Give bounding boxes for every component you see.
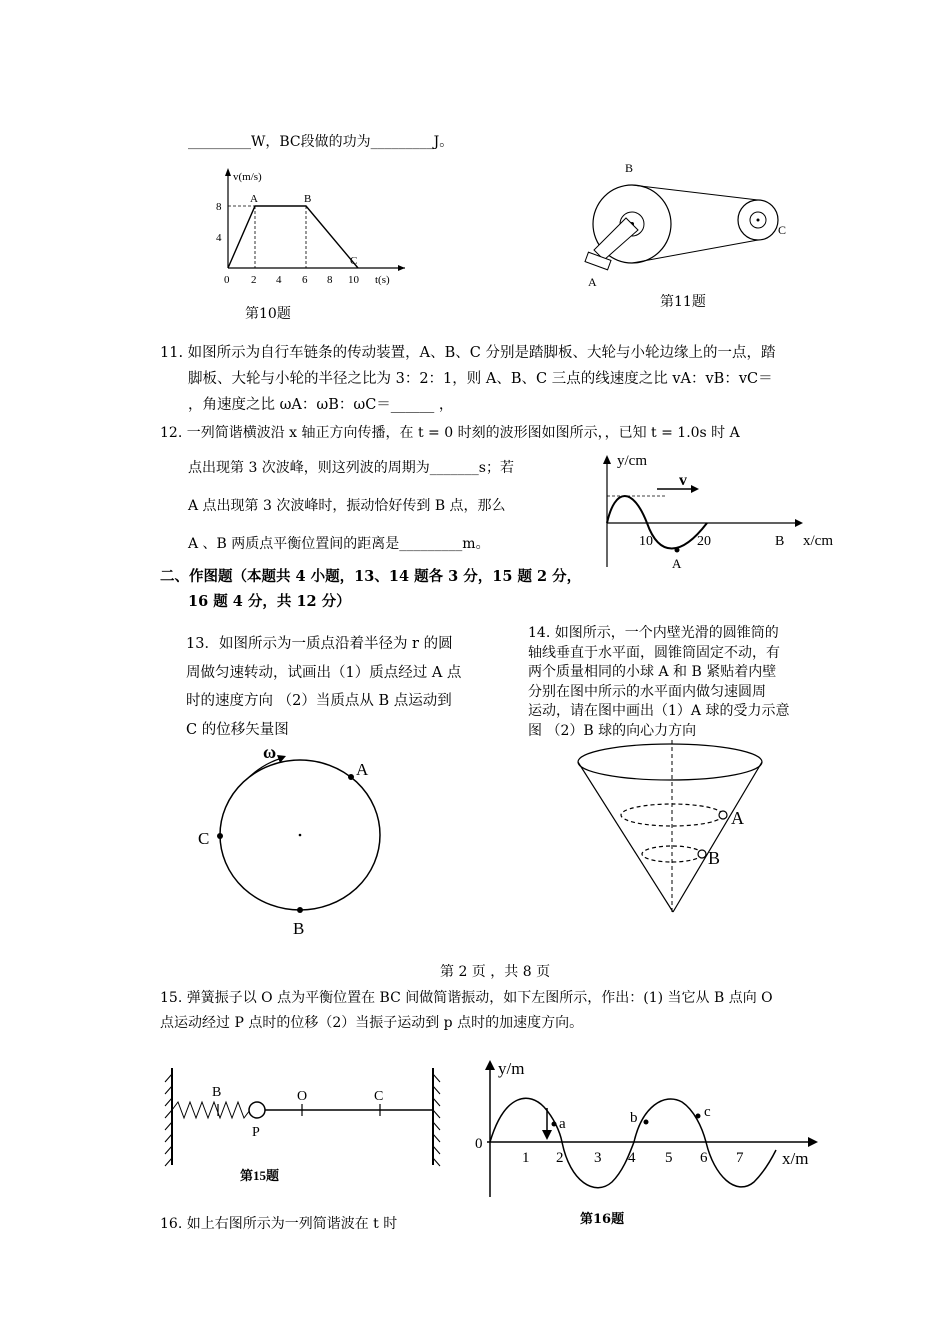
q12-wave-curve	[607, 496, 707, 549]
fig10-ytick-4: 4	[216, 232, 222, 244]
fig10-point-a: A	[250, 193, 258, 205]
q15-label-c: C	[374, 1089, 384, 1104]
fig16-ylabel: y/m	[498, 1059, 525, 1078]
q15-caption: 第15题	[240, 1168, 280, 1183]
question-12-line1: 12. 一列简谐横波沿 x 轴正方向传播，在 t = 0 时刻的波形图如图所示，，已知 t = 1.0s 时 A	[160, 425, 740, 441]
question-14: 14. 如图所示，一个内壁光滑的圆锥筒的 轴线垂直于水平面，圆锥筒固定不动，有 两个质量相同的小球 A 和 B 紧贴着内壁 分别在图中所示的水平面内做匀速圆周 运动，请在图中画出（1）A 球的受力示意 图 （2）B 球的向心力方向	[528, 625, 790, 739]
fig10-xtick-2: 2	[251, 274, 257, 286]
page-footer: 第 2 页 ，共 8 页	[440, 964, 551, 980]
q14-cone-figure	[565, 740, 765, 920]
q12-wave-figure	[595, 445, 850, 575]
fig10-xtick-4: 4	[276, 274, 282, 286]
fig10-caption: 第10题	[245, 306, 291, 322]
q12-point-a: A	[672, 556, 682, 571]
q12-v-label: v	[679, 472, 687, 489]
q15-label-b: B	[212, 1085, 222, 1100]
q13-circle-figure	[190, 740, 390, 940]
fig16-tick-2: 2	[556, 1150, 564, 1166]
fig16-tick-5: 5	[665, 1150, 673, 1166]
fig11-label-b: B	[625, 161, 634, 175]
fig16-tick-6: 6	[700, 1150, 708, 1166]
fig11-label-c: C	[778, 223, 787, 237]
fig10-xtick-6: 6	[302, 274, 308, 286]
fig16-tick-4: 4	[628, 1150, 636, 1166]
question-15-line1: 15. 弹簧振子以 O 点为平衡位置在 BC 间做简谐振动，如下左图所示，作出：(1) 当它从 B 点向 O	[160, 990, 773, 1006]
fig16-caption: 第16题	[580, 1212, 625, 1227]
fig10-point-b: B	[304, 193, 312, 205]
fig16-xlabel: x/m	[782, 1149, 809, 1168]
question-12-line3: A 点出现第 3 次波峰时，振动恰好传到 B 点，那么	[188, 498, 506, 514]
question-11: 11. 如图所示为自行车链条的传动装置，A、B、C 分别是踏脚板、大轮与小轮边缘上的一点，踏 脚板、大轮与小轮的半径之比为 3：2：1，则 A、B、C 三点的线速度之比 vA：vB：vC＝ ，角速度之比 ωA：ωB：ωC＝______ ，	[160, 345, 776, 413]
q13-point-a: A	[356, 760, 369, 779]
q14-ball-a: A	[731, 808, 744, 828]
fig16-tick-7: 7	[736, 1150, 744, 1166]
fig10-ytick-8: 8	[216, 201, 222, 213]
q15-label-o: O	[297, 1089, 308, 1104]
question-12-line4: A 、B 两质点平衡位置间的距离是_________m。	[188, 536, 490, 552]
q12-tick-20: 20	[697, 534, 711, 549]
fig10-xtick-8: 8	[327, 274, 333, 286]
fig10-vt-graph	[205, 160, 415, 290]
top-answer-line: _________W，BC段做的功为_________J。	[188, 134, 454, 150]
fig10-xtick-10: 10	[348, 274, 359, 286]
q12-xlabel: x/cm	[803, 533, 833, 549]
fig10-ylabel: v(m/s)	[233, 171, 262, 183]
fig16-tick-1: 1	[522, 1150, 530, 1166]
q12-point-b: B	[775, 534, 785, 549]
section-2-header-line1: 二、作图题（本题共 4 小题，13、14 题各 3 分，15 题 2 分，	[160, 568, 582, 585]
q13-point-c: C	[198, 829, 210, 848]
q15-label-p: P	[252, 1125, 260, 1140]
question-13: 13．如图所示为一质点沿着半径为 r 的圆 周做匀速转动，试画出（1）质点经过 A 点 时的速度方向 （2）当质点从 B 点运动到 C 的位移矢量图	[186, 636, 462, 738]
fig10-xlabel: t(s)	[375, 274, 390, 286]
q15-spring-figure	[160, 1060, 450, 1190]
q14-ball-b: B	[708, 848, 721, 868]
fig11-label-a: A	[588, 275, 597, 289]
fig16-origin: 0	[475, 1136, 483, 1152]
fig10-xtick-0: 0	[224, 274, 230, 286]
fig16-point-a: a	[559, 1116, 566, 1132]
fig10-velocity-line	[228, 206, 358, 268]
question-12-line2: 点出现第 3 次波峰，则这列波的周期为_______s；若	[188, 460, 514, 476]
fig11-bicycle-chain	[580, 156, 800, 291]
fig11-caption: 第11题	[660, 294, 706, 310]
q13-omega: ω	[263, 742, 277, 762]
section-2-header-line2: 16 题 4 分，共 12 分）	[188, 593, 351, 610]
fig16-point-c: c	[704, 1104, 711, 1120]
q12-tick-10: 10	[639, 534, 653, 549]
fig16-wave-figure	[470, 1052, 825, 1202]
question-16-line1: 16. 如上右图所示为一列简谐波在 t 时	[160, 1216, 398, 1232]
fig16-tick-3: 3	[594, 1150, 602, 1166]
fig10-point-c: C	[350, 255, 358, 267]
fig16-point-b: b	[630, 1110, 638, 1126]
question-15-line2: 点运动经过 P 点时的位移（2）当振子运动到 p 点时的加速度方向。	[160, 1015, 584, 1031]
q12-ylabel: y/cm	[617, 453, 647, 469]
q13-point-b: B	[293, 919, 305, 938]
